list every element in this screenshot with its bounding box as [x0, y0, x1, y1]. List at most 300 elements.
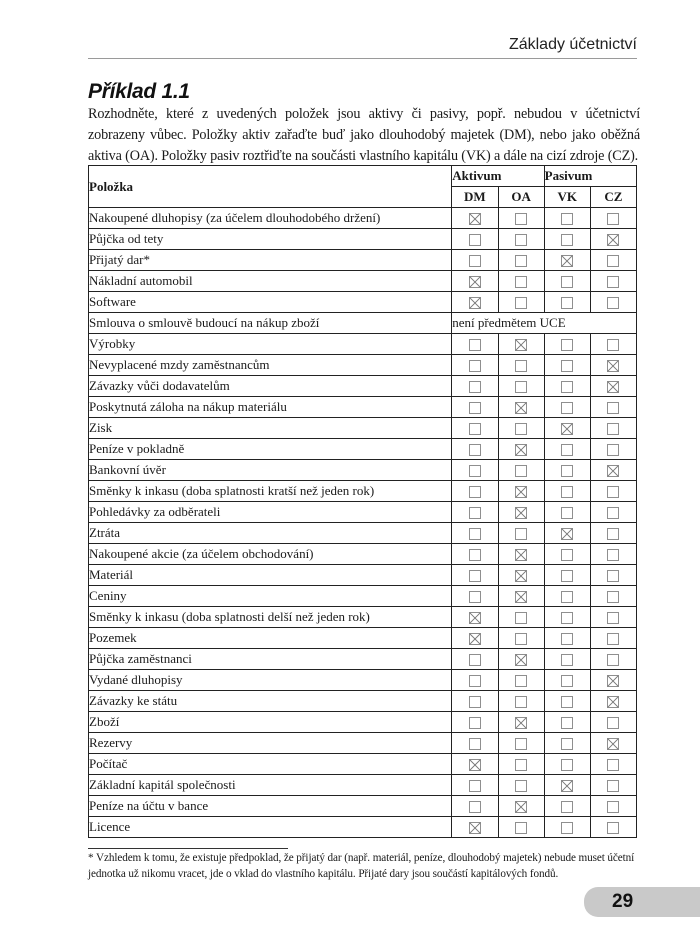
cell-dm [452, 586, 498, 607]
cell-oa [498, 292, 544, 313]
empty-checkbox-icon[interactable] [515, 822, 527, 834]
table-row [89, 796, 637, 817]
cell-oa [498, 649, 544, 670]
empty-checkbox-icon[interactable] [515, 696, 527, 708]
cell-cz [590, 229, 636, 250]
empty-checkbox-icon[interactable] [607, 423, 619, 435]
empty-checkbox-icon[interactable] [561, 822, 573, 834]
empty-checkbox-icon[interactable] [561, 486, 573, 498]
checked-checkbox-icon[interactable] [515, 402, 527, 414]
table-row [89, 334, 637, 355]
cell-dm [452, 271, 498, 292]
empty-checkbox-icon[interactable] [561, 507, 573, 519]
table-row [89, 691, 637, 712]
cell-vk [544, 523, 590, 544]
table-row [89, 733, 637, 754]
item-label: Peníze na účtu v bance [89, 796, 452, 817]
cell-dm [452, 208, 498, 229]
item-label: Závazky vůči dodavatelům [89, 376, 452, 397]
item-label: Nákladní automobil [89, 271, 452, 292]
cell-vk [544, 733, 590, 754]
table-row [89, 313, 637, 334]
cell-dm [452, 439, 498, 460]
cell-dm [452, 649, 498, 670]
cell-cz [590, 334, 636, 355]
item-label: Ztráta [89, 523, 452, 544]
cell-vk [544, 355, 590, 376]
item-label: Přijatý dar* [89, 250, 452, 271]
cell-oa [498, 670, 544, 691]
cell-dm [452, 565, 498, 586]
checked-checkbox-icon[interactable] [515, 486, 527, 498]
checked-checkbox-icon[interactable] [469, 822, 481, 834]
cell-vk [544, 649, 590, 670]
table-row [89, 460, 637, 481]
cell-oa [498, 817, 544, 838]
cell-cz [590, 460, 636, 481]
checked-checkbox-icon[interactable] [607, 696, 619, 708]
empty-checkbox-icon[interactable] [607, 339, 619, 351]
checked-checkbox-icon[interactable] [469, 759, 481, 771]
cell-cz [590, 502, 636, 523]
table-row [89, 355, 637, 376]
column-header-dm: DM [452, 187, 498, 208]
cell-cz [590, 376, 636, 397]
cell-vk [544, 817, 590, 838]
empty-checkbox-icon[interactable] [469, 465, 481, 477]
example-intro: Rozhodněte, které z uvedených položek jsou aktivy či pasivy, popř. nebudou v účetnictví zobrazeny vůbec. Položky aktiv zařaďte buď jako dlouhodobý majetek (DM), nebo jako oběžná aktiva (OA). Položky pasiv roztřiďte na součásti vlastního kapitálu (VK) a dále na cizí zdroje (CZ). [88, 106, 640, 164]
empty-checkbox-icon[interactable] [561, 360, 573, 372]
item-label: Půjčka zaměstnanci [89, 649, 452, 670]
empty-checkbox-icon[interactable] [469, 654, 481, 666]
checked-checkbox-icon[interactable] [515, 507, 527, 519]
table-body [89, 208, 637, 838]
empty-checkbox-icon[interactable] [561, 738, 573, 750]
cell-dm [452, 796, 498, 817]
empty-checkbox-icon[interactable] [561, 570, 573, 582]
empty-checkbox-icon[interactable] [561, 549, 573, 561]
empty-checkbox-icon[interactable] [561, 213, 573, 225]
cell-oa [498, 460, 544, 481]
cell-cz [590, 649, 636, 670]
checked-checkbox-icon[interactable] [607, 675, 619, 687]
empty-checkbox-icon[interactable] [607, 276, 619, 288]
empty-checkbox-icon[interactable] [607, 549, 619, 561]
column-header-vk: VK [544, 187, 590, 208]
empty-checkbox-icon[interactable] [469, 360, 481, 372]
cell-dm [452, 670, 498, 691]
item-label: Licence [89, 817, 452, 838]
cell-dm [452, 502, 498, 523]
empty-checkbox-icon[interactable] [469, 717, 481, 729]
empty-checkbox-icon[interactable] [607, 654, 619, 666]
cell-oa [498, 502, 544, 523]
empty-checkbox-icon[interactable] [515, 423, 527, 435]
empty-checkbox-icon[interactable] [607, 759, 619, 771]
cell-vk [544, 796, 590, 817]
cell-vk [544, 481, 590, 502]
empty-checkbox-icon[interactable] [515, 213, 527, 225]
cell-cz [590, 796, 636, 817]
table-row [89, 208, 637, 229]
table-row [89, 523, 637, 544]
cell-oa [498, 418, 544, 439]
empty-checkbox-icon[interactable] [607, 717, 619, 729]
empty-checkbox-icon[interactable] [469, 780, 481, 792]
cell-vk [544, 439, 590, 460]
empty-checkbox-icon[interactable] [607, 780, 619, 792]
checked-checkbox-icon[interactable] [469, 276, 481, 288]
cell-cz [590, 397, 636, 418]
empty-checkbox-icon[interactable] [561, 276, 573, 288]
cell-oa [498, 523, 544, 544]
checked-checkbox-icon[interactable] [515, 339, 527, 351]
table-row [89, 502, 637, 523]
empty-checkbox-icon[interactable] [607, 633, 619, 645]
empty-checkbox-icon[interactable] [515, 276, 527, 288]
checked-checkbox-icon[interactable] [515, 570, 527, 582]
cell-oa [498, 607, 544, 628]
cell-vk [544, 418, 590, 439]
cell-vk [544, 250, 590, 271]
cell-cz [590, 775, 636, 796]
table-row [89, 292, 637, 313]
cell-dm [452, 481, 498, 502]
table-row [89, 754, 637, 775]
empty-checkbox-icon[interactable] [515, 738, 527, 750]
empty-checkbox-icon[interactable] [561, 654, 573, 666]
item-label: Pohledávky za odběrateli [89, 502, 452, 523]
empty-checkbox-icon[interactable] [515, 255, 527, 267]
empty-checkbox-icon[interactable] [607, 507, 619, 519]
column-header-cz: CZ [590, 187, 636, 208]
cell-dm [452, 229, 498, 250]
item-label: Směnky k inkasu (doba splatnosti kratší než jeden rok) [89, 481, 452, 502]
item-label: Software [89, 292, 452, 313]
table-row [89, 607, 637, 628]
group-header-aktivum: Aktivum [452, 166, 544, 187]
empty-checkbox-icon[interactable] [469, 591, 481, 603]
item-label: Zisk [89, 418, 452, 439]
cell-oa [498, 733, 544, 754]
cell-oa [498, 439, 544, 460]
table-row [89, 649, 637, 670]
empty-checkbox-icon[interactable] [469, 381, 481, 393]
item-label: Půjčka od tety [89, 229, 452, 250]
empty-checkbox-icon[interactable] [469, 402, 481, 414]
classification-table [88, 165, 637, 838]
cell-dm [452, 607, 498, 628]
table-row [89, 775, 637, 796]
cell-oa [498, 565, 544, 586]
empty-checkbox-icon[interactable] [469, 486, 481, 498]
empty-checkbox-icon[interactable] [515, 633, 527, 645]
checked-checkbox-icon[interactable] [515, 444, 527, 456]
empty-checkbox-icon[interactable] [515, 360, 527, 372]
cell-oa [498, 250, 544, 271]
cell-oa [498, 355, 544, 376]
empty-checkbox-icon[interactable] [561, 234, 573, 246]
item-column-header: Položka [89, 166, 452, 208]
empty-checkbox-icon[interactable] [607, 612, 619, 624]
cell-cz [590, 355, 636, 376]
empty-checkbox-icon[interactable] [561, 381, 573, 393]
table-row [89, 586, 637, 607]
empty-checkbox-icon[interactable] [607, 570, 619, 582]
empty-checkbox-icon[interactable] [607, 528, 619, 540]
empty-checkbox-icon[interactable] [515, 528, 527, 540]
checked-checkbox-icon[interactable] [561, 423, 573, 435]
empty-checkbox-icon[interactable] [515, 465, 527, 477]
checked-checkbox-icon[interactable] [561, 255, 573, 267]
item-label: Nakoupené akcie (za účelem obchodování) [89, 544, 452, 565]
empty-checkbox-icon[interactable] [561, 759, 573, 771]
cell-cz [590, 565, 636, 586]
cell-vk [544, 229, 590, 250]
not-applicable-note: není předmětem UCE [452, 313, 637, 334]
empty-checkbox-icon[interactable] [469, 444, 481, 456]
example-title: Příklad 1.1 [88, 80, 190, 103]
cell-dm [452, 754, 498, 775]
checked-checkbox-icon[interactable] [469, 297, 481, 309]
empty-checkbox-icon[interactable] [469, 423, 481, 435]
table-row [89, 376, 637, 397]
cell-oa [498, 208, 544, 229]
cell-cz [590, 481, 636, 502]
checked-checkbox-icon[interactable] [515, 549, 527, 561]
empty-checkbox-icon[interactable] [607, 402, 619, 414]
item-label: Vydané dluhopisy [89, 670, 452, 691]
empty-checkbox-icon[interactable] [469, 255, 481, 267]
checked-checkbox-icon[interactable] [469, 612, 481, 624]
cell-dm [452, 628, 498, 649]
cell-oa [498, 796, 544, 817]
column-header-oa: OA [498, 187, 544, 208]
cell-oa [498, 397, 544, 418]
cell-dm [452, 376, 498, 397]
empty-checkbox-icon[interactable] [561, 675, 573, 687]
empty-checkbox-icon[interactable] [469, 339, 481, 351]
cell-dm [452, 250, 498, 271]
cell-oa [498, 586, 544, 607]
cell-vk [544, 565, 590, 586]
cell-oa [498, 628, 544, 649]
checked-checkbox-icon[interactable] [607, 465, 619, 477]
cell-vk [544, 628, 590, 649]
cell-vk [544, 691, 590, 712]
empty-checkbox-icon[interactable] [469, 801, 481, 813]
item-label: Ceniny [89, 586, 452, 607]
cell-oa [498, 712, 544, 733]
cell-oa [498, 376, 544, 397]
item-label: Peníze v pokladně [89, 439, 452, 460]
cell-cz [590, 208, 636, 229]
running-head: Základy účetnictví [88, 36, 637, 59]
footnote-divider [88, 848, 288, 849]
item-label: Zboží [89, 712, 452, 733]
item-label: Poskytnutá záloha na nákup materiálu [89, 397, 452, 418]
cell-dm [452, 292, 498, 313]
cell-dm [452, 817, 498, 838]
cell-dm [452, 355, 498, 376]
table-row [89, 628, 637, 649]
empty-checkbox-icon[interactable] [607, 801, 619, 813]
checked-checkbox-icon[interactable] [515, 717, 527, 729]
empty-checkbox-icon[interactable] [561, 297, 573, 309]
cell-dm [452, 775, 498, 796]
cell-cz [590, 607, 636, 628]
table-row [89, 271, 637, 292]
cell-oa [498, 775, 544, 796]
empty-checkbox-icon[interactable] [561, 339, 573, 351]
empty-checkbox-icon[interactable] [607, 591, 619, 603]
empty-checkbox-icon[interactable] [469, 549, 481, 561]
empty-checkbox-icon[interactable] [469, 528, 481, 540]
empty-checkbox-icon[interactable] [515, 675, 527, 687]
empty-checkbox-icon[interactable] [607, 297, 619, 309]
empty-checkbox-icon[interactable] [469, 696, 481, 708]
cell-oa [498, 481, 544, 502]
cell-vk [544, 607, 590, 628]
checked-checkbox-icon[interactable] [515, 801, 527, 813]
cell-vk [544, 754, 590, 775]
cell-vk [544, 292, 590, 313]
cell-oa [498, 334, 544, 355]
cell-cz [590, 418, 636, 439]
table-row [89, 250, 637, 271]
cell-cz [590, 712, 636, 733]
table-header-row-groups [89, 166, 637, 187]
item-label: Výrobky [89, 334, 452, 355]
checked-checkbox-icon[interactable] [607, 234, 619, 246]
cell-vk [544, 712, 590, 733]
cell-vk [544, 502, 590, 523]
cell-oa [498, 271, 544, 292]
empty-checkbox-icon[interactable] [515, 234, 527, 246]
item-label: Smlouva o smlouvě budoucí na nákup zboží [89, 313, 452, 334]
checked-checkbox-icon[interactable] [561, 780, 573, 792]
cell-vk [544, 670, 590, 691]
cell-vk [544, 775, 590, 796]
table-row [89, 229, 637, 250]
empty-checkbox-icon[interactable] [607, 444, 619, 456]
item-label: Závazky ke státu [89, 691, 452, 712]
checked-checkbox-icon[interactable] [607, 738, 619, 750]
empty-checkbox-icon[interactable] [607, 822, 619, 834]
cell-cz [590, 754, 636, 775]
empty-checkbox-icon[interactable] [469, 675, 481, 687]
item-label: Směnky k inkasu (doba splatnosti delší než jeden rok) [89, 607, 452, 628]
table-row [89, 418, 637, 439]
cell-cz [590, 586, 636, 607]
cell-cz [590, 250, 636, 271]
cell-cz [590, 733, 636, 754]
empty-checkbox-icon[interactable] [515, 780, 527, 792]
table-row [89, 544, 637, 565]
empty-checkbox-icon[interactable] [561, 696, 573, 708]
cell-vk [544, 334, 590, 355]
page-number-tab [584, 887, 700, 917]
empty-checkbox-icon[interactable] [469, 570, 481, 582]
cell-vk [544, 397, 590, 418]
empty-checkbox-icon[interactable] [561, 717, 573, 729]
item-label: Základní kapitál společnosti [89, 775, 452, 796]
empty-checkbox-icon[interactable] [607, 213, 619, 225]
item-label: Nakoupené dluhopisy (za účelem dlouhodobého držení) [89, 208, 452, 229]
empty-checkbox-icon[interactable] [469, 234, 481, 246]
empty-checkbox-icon[interactable] [561, 591, 573, 603]
cell-cz [590, 292, 636, 313]
cell-vk [544, 544, 590, 565]
empty-checkbox-icon[interactable] [469, 738, 481, 750]
empty-checkbox-icon[interactable] [607, 255, 619, 267]
footnote: * Vzhledem k tomu, že existuje předpoklad, že přijatý dar (např. materiál, peníze, dlouhodobý majetek) nebude muset účetní jednotka už nikomu vracet, jde o vklad do vlastního kapitálu. Přijaté dary jsou součástí kapitálových fondů. [88, 852, 635, 880]
empty-checkbox-icon[interactable] [515, 297, 527, 309]
cell-cz [590, 817, 636, 838]
empty-checkbox-icon[interactable] [561, 402, 573, 414]
cell-dm [452, 460, 498, 481]
checked-checkbox-icon[interactable] [515, 591, 527, 603]
item-label: Pozemek [89, 628, 452, 649]
cell-cz [590, 691, 636, 712]
cell-cz [590, 544, 636, 565]
empty-checkbox-icon[interactable] [561, 465, 573, 477]
page-number: 29 [612, 891, 634, 912]
cell-oa [498, 691, 544, 712]
table-row [89, 397, 637, 418]
cell-dm [452, 544, 498, 565]
empty-checkbox-icon[interactable] [515, 612, 527, 624]
cell-dm [452, 523, 498, 544]
cell-cz [590, 628, 636, 649]
checked-checkbox-icon[interactable] [515, 654, 527, 666]
empty-checkbox-icon[interactable] [469, 507, 481, 519]
empty-checkbox-icon[interactable] [561, 612, 573, 624]
cell-vk [544, 271, 590, 292]
item-label: Materiál [89, 565, 452, 586]
empty-checkbox-icon[interactable] [515, 381, 527, 393]
cell-vk [544, 208, 590, 229]
cell-dm [452, 334, 498, 355]
empty-checkbox-icon[interactable] [561, 633, 573, 645]
cell-oa [498, 544, 544, 565]
table-row [89, 481, 637, 502]
empty-checkbox-icon[interactable] [607, 486, 619, 498]
item-label: Rezervy [89, 733, 452, 754]
checked-checkbox-icon[interactable] [469, 213, 481, 225]
empty-checkbox-icon[interactable] [561, 801, 573, 813]
group-header-pasivum: Pasivum [544, 166, 636, 187]
checked-checkbox-icon[interactable] [469, 633, 481, 645]
cell-oa [498, 229, 544, 250]
checked-checkbox-icon[interactable] [561, 528, 573, 540]
cell-dm [452, 397, 498, 418]
empty-checkbox-icon[interactable] [515, 759, 527, 771]
table-row [89, 712, 637, 733]
cell-vk [544, 460, 590, 481]
cell-dm [452, 712, 498, 733]
table-row [89, 670, 637, 691]
checked-checkbox-icon[interactable] [607, 360, 619, 372]
cell-dm [452, 691, 498, 712]
cell-dm [452, 733, 498, 754]
cell-vk [544, 586, 590, 607]
cell-vk [544, 376, 590, 397]
checked-checkbox-icon[interactable] [607, 381, 619, 393]
item-label: Nevyplacené mzdy zaměstnancům [89, 355, 452, 376]
cell-dm [452, 418, 498, 439]
empty-checkbox-icon[interactable] [561, 444, 573, 456]
